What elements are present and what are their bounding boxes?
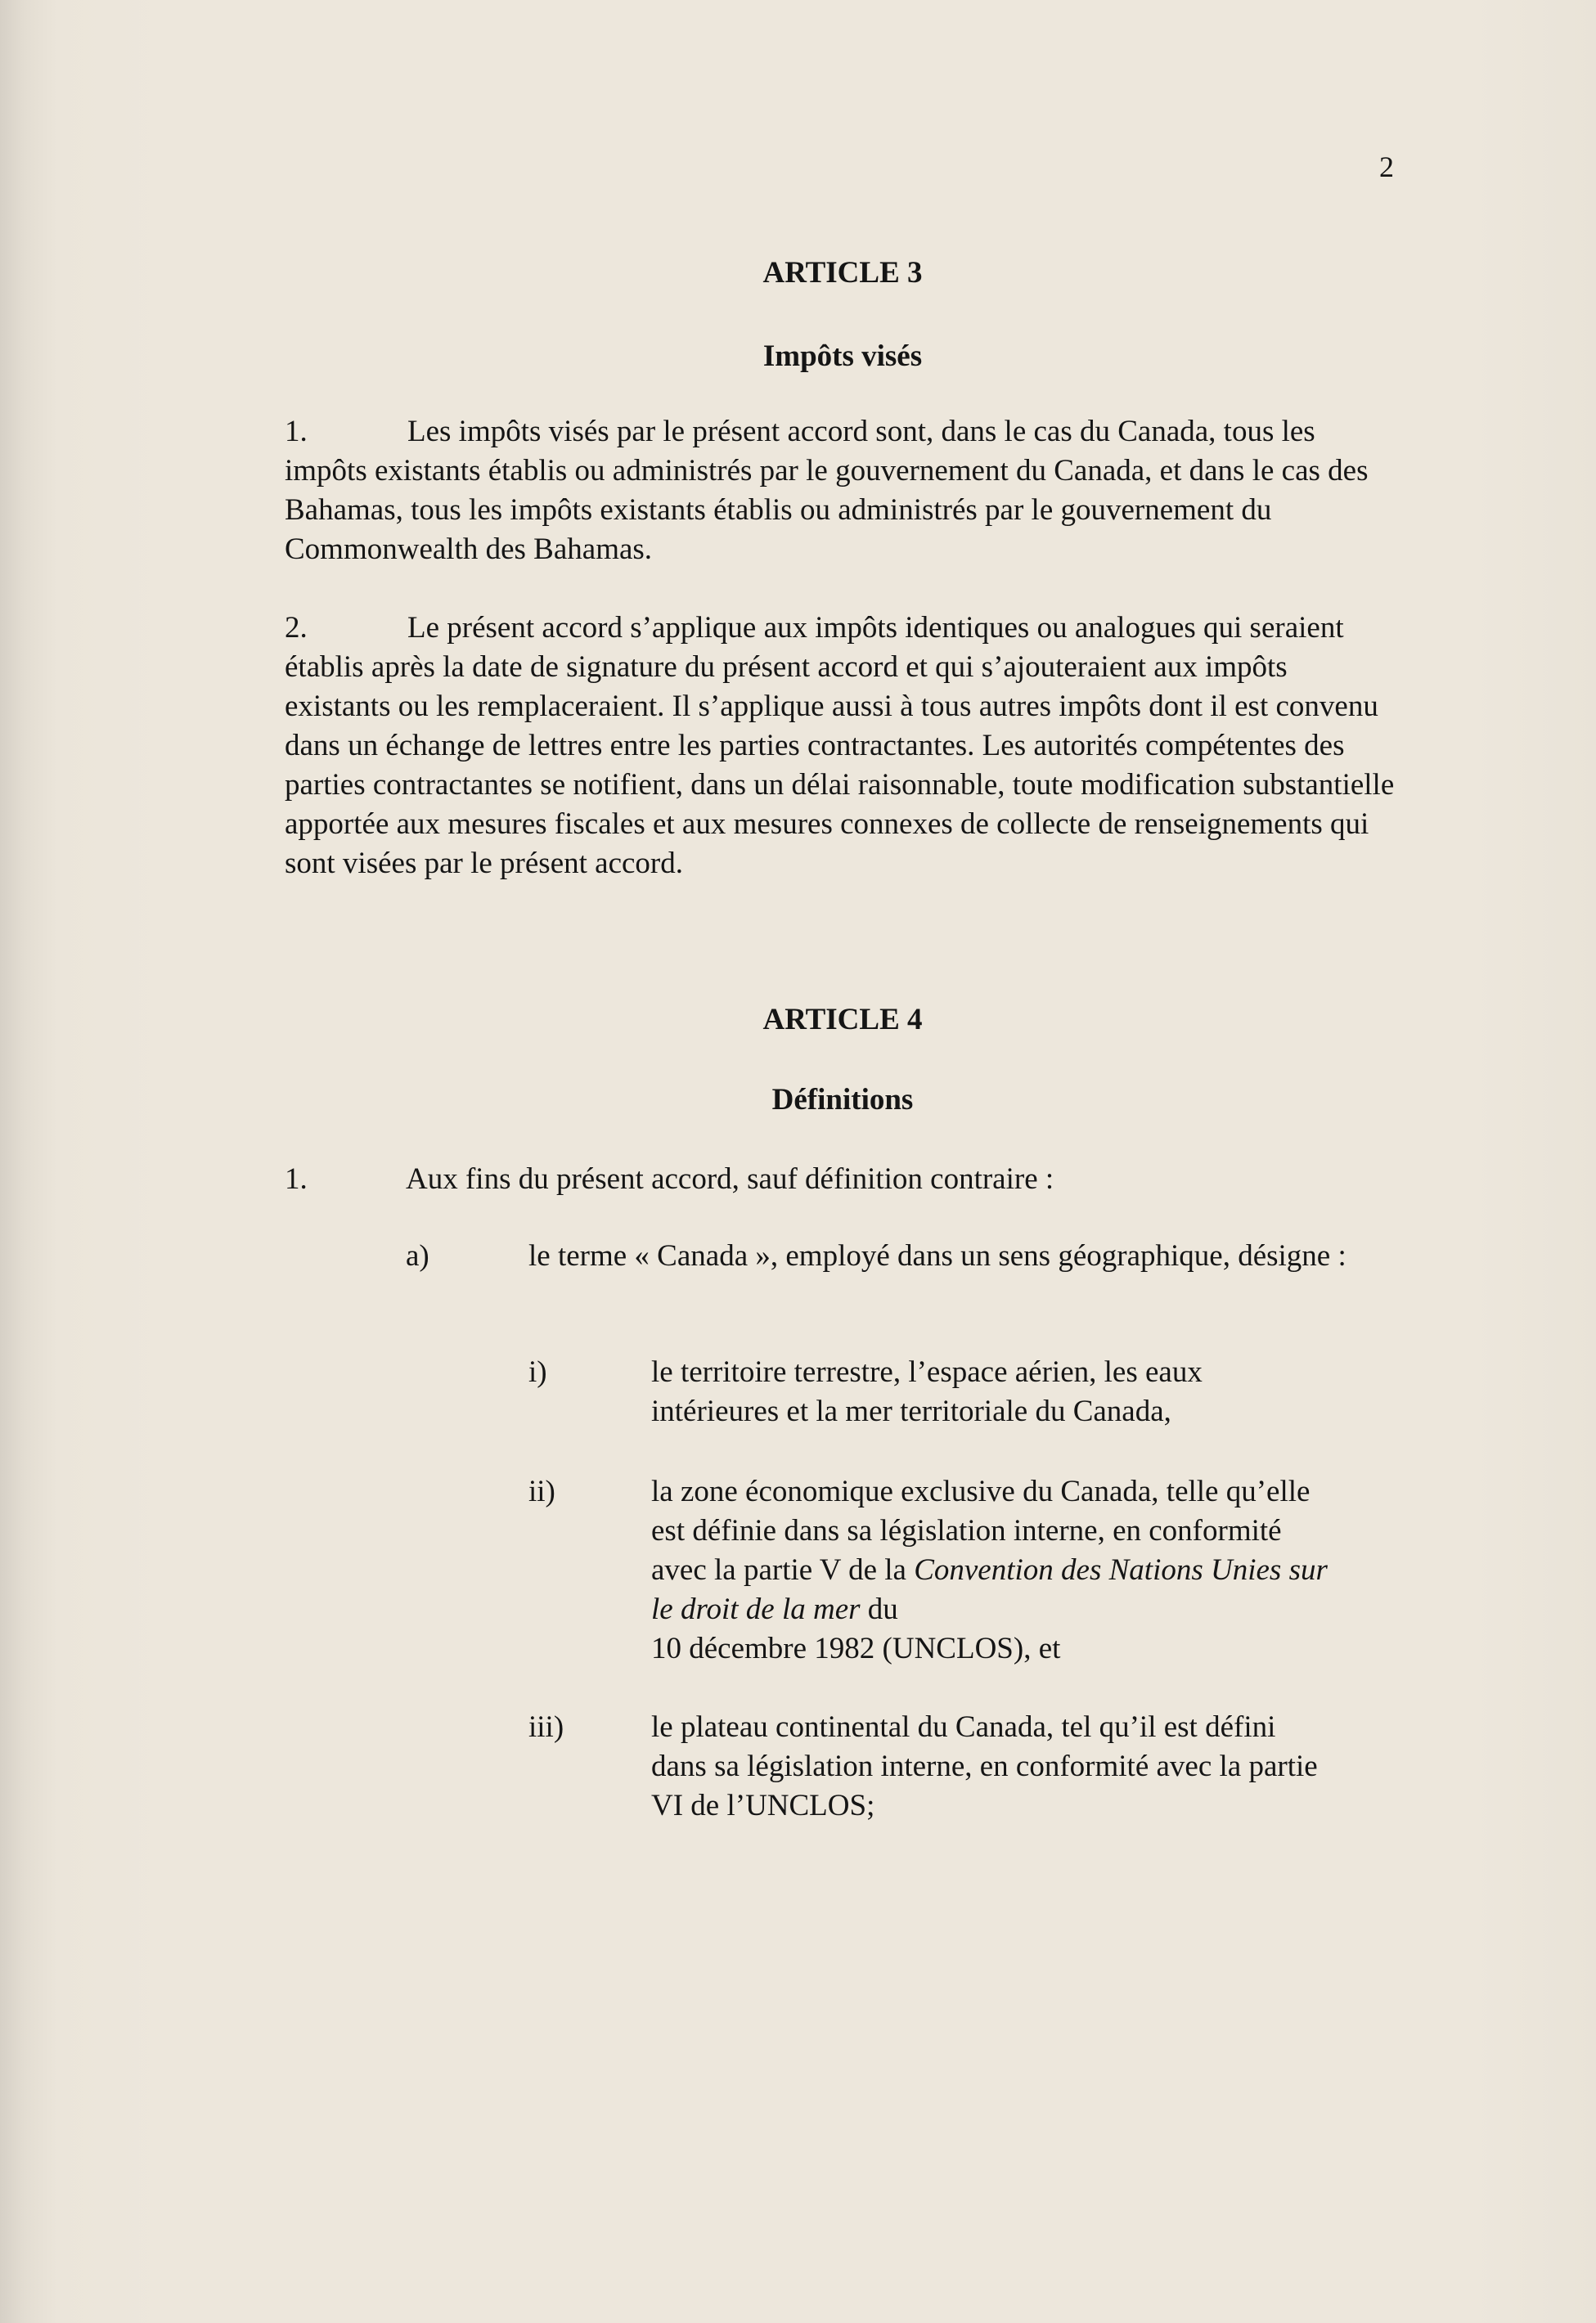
article-3-paragraph-2 — [285, 609, 1397, 883]
page-number: 2 — [1379, 151, 1394, 183]
article-4-paragraph-1-text: Aux fins du présent accord, sauf définition contraire : — [406, 1162, 1054, 1196]
article-3-subtitle: Impôts visés — [762, 339, 923, 373]
paragraph-number: 2. — [285, 611, 308, 645]
item-a-text: le terme « Canada », employé dans un sens géographique, désigne : — [528, 1239, 1346, 1273]
item-i-label: i) — [528, 1355, 547, 1389]
paragraph-text: Le présent accord s’applique aux impôts identiques ou analogues qui seraient établis après la date de signature du présent accord et qui s’ajouteraient aux impôts existants ou les remplaceraient. Il s’applique aussi à tous autres impôts dont il est convenu dans un échange de lettres entre les parties contractantes. Les autorités compétentes des parties contractantes se notifient, dans un délai raisonnable, toute modification substantielle apportée aux mesures fiscales et aux mesures connexes de collecte de renseignements qui sont visées par le présent accord. — [285, 611, 1395, 880]
item-iii-label: iii) — [528, 1710, 564, 1744]
article-3-title: ARTICLE 3 — [762, 256, 923, 290]
article-4-subtitle: Définitions — [771, 1083, 914, 1117]
item-ii-label: ii) — [528, 1475, 555, 1508]
item-ii-text: la zone économique exclusive du Canada, telle qu’elle est définie dans sa législation interne, en conformité avec la partie V de la Convention des Nations Unies sur le droit de la mer du 10 décembre 1982 (UNCLOS), et — [651, 1475, 1328, 1665]
article-3-paragraph-1 — [285, 412, 1397, 569]
item-i-text: le territoire terrestre, l’espace aérien, les eaux intérieures et la mer territoriale du Canada, — [651, 1355, 1203, 1428]
item-a-label: a) — [406, 1239, 429, 1273]
article-4-title: ARTICLE 4 — [762, 1003, 923, 1036]
paragraph-text: Les impôts visés par le présent accord sont, dans le cas du Canada, tous les impôts existants établis ou administrés par le gouvernement du Canada, et dans le cas des Bahamas, tous les impôts existants établis ou administrés par le gouvernement du Commonwealth des Bahamas. — [285, 415, 1369, 566]
article-4-paragraph-1-number: 1. — [285, 1162, 308, 1196]
item-iii-text: le plateau continental du Canada, tel qu’il est défini dans sa législation interne, en conformité avec la partie VI de l’UNCLOS; — [651, 1710, 1318, 1822]
convention-title: Convention des Nations Unies sur le droit de la mer — [651, 1553, 1328, 1626]
paragraph-number: 1. — [285, 415, 308, 448]
